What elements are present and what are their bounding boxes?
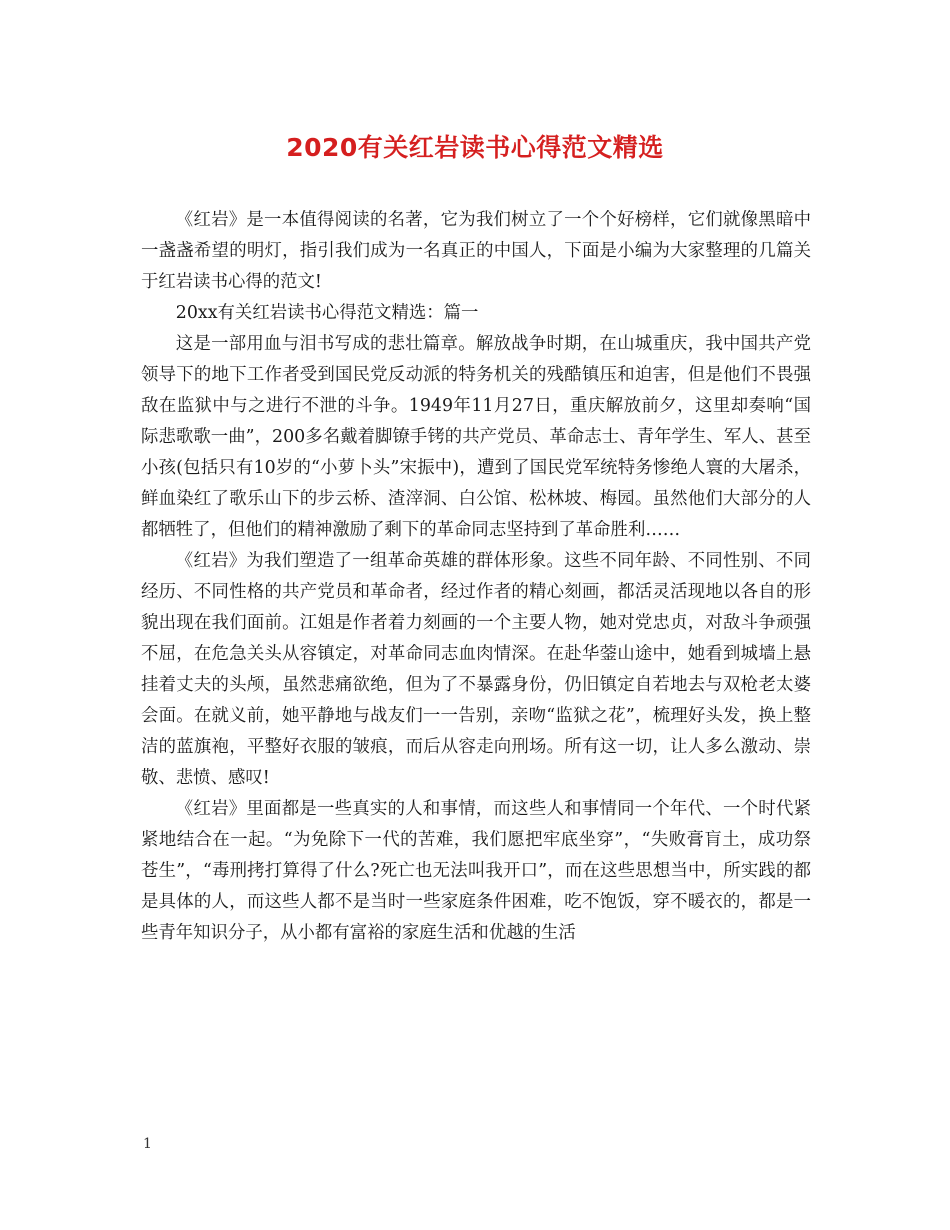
section-heading: 20xx有关红岩读书心得范文精选：篇一 (175, 303, 479, 323)
document-title: 2020有关红岩读书心得范文精选 (286, 133, 664, 162)
paragraph: 《红岩》为我们塑造了一组革命英雄的群体形象。这些不同年龄、不同性别、不同经历、不同性格的共产党员和革命者，经过作者的精心刻画，都活灵活现地以各自的形貌出现在我们面前。江姐是作者着力刻画的一个主要人物，她对党忠贞，对敌斗争顽强不屈，在危急关头从容镇定，对革命同志血肉情深。在赴华蓥山途中，她看到城墙上悬挂着丈夫的头颅，虽然悲痛欲绝，但为了不暴露身份，仍旧镇定自若地去与双枪老太婆会面。在就义前，她平静地与战友们一一告别，亲吻“监狱之花”，梳理好头发，换上整洁的蓝旗袍，平整好衣服的皱痕，而后从容走向刑场。所有这一切，让人多么激动、崇敬、悲愤、感叹! (141, 551, 811, 788)
document-body (141, 205, 811, 949)
paragraph-intro: 《红岩》是一本值得阅读的名著，它为我们树立了一个个好榜样，它们就像黑暗中一盏盏希望的明灯，指引我们成为一名真正的中国人，下面是小编为大家整理的几篇关于红岩读书心得的范文! (141, 210, 811, 292)
paragraph: 《红岩》里面都是一些真实的人和事情，而这些人和事情同一个年代、一个时代紧紧地结合在一起。“为免除下一代的苦难，我们愿把牢底坐穿”，“失败膏肓土，成功祭苍生”，“毒刑拷打算得了什么?死亡也无法叫我开口”，而在这些思想当中，所实践的都是具体的人，而这些人都不是当时一些家庭条件困难，吃不饱饭，穿不暖衣的，都是一些青年知识分子，从小都有富裕的家庭生活和优越的生活 (141, 799, 811, 943)
page-number: 1 (143, 1136, 152, 1152)
paragraph: 这是一部用血与泪书写成的悲壮篇章。解放战争时期，在山城重庆，我中国共产党领导下的地下工作者受到国民党反动派的特务机关的残酷镇压和迫害，但是他们不畏强敌在监狱中与之进行不泄的斗争。1949年11月27日，重庆解放前夕，这里却奏响“国际悲歌歌一曲”，200多名戴着脚镣手铐的共产党员、革命志士、青年学生、军人、甚至小孩(包括只有10岁的“小萝卜头”宋振中)，遭到了国民党军统特务惨绝人寰的大屠杀，鲜血染红了歌乐山下的步云桥、渣滓洞、白公馆、松林坡、梅园。虽然他们大部分的人都牺牲了，但他们的精神激励了剩下的革命同志坚持到了革命胜利…… (141, 334, 811, 540)
